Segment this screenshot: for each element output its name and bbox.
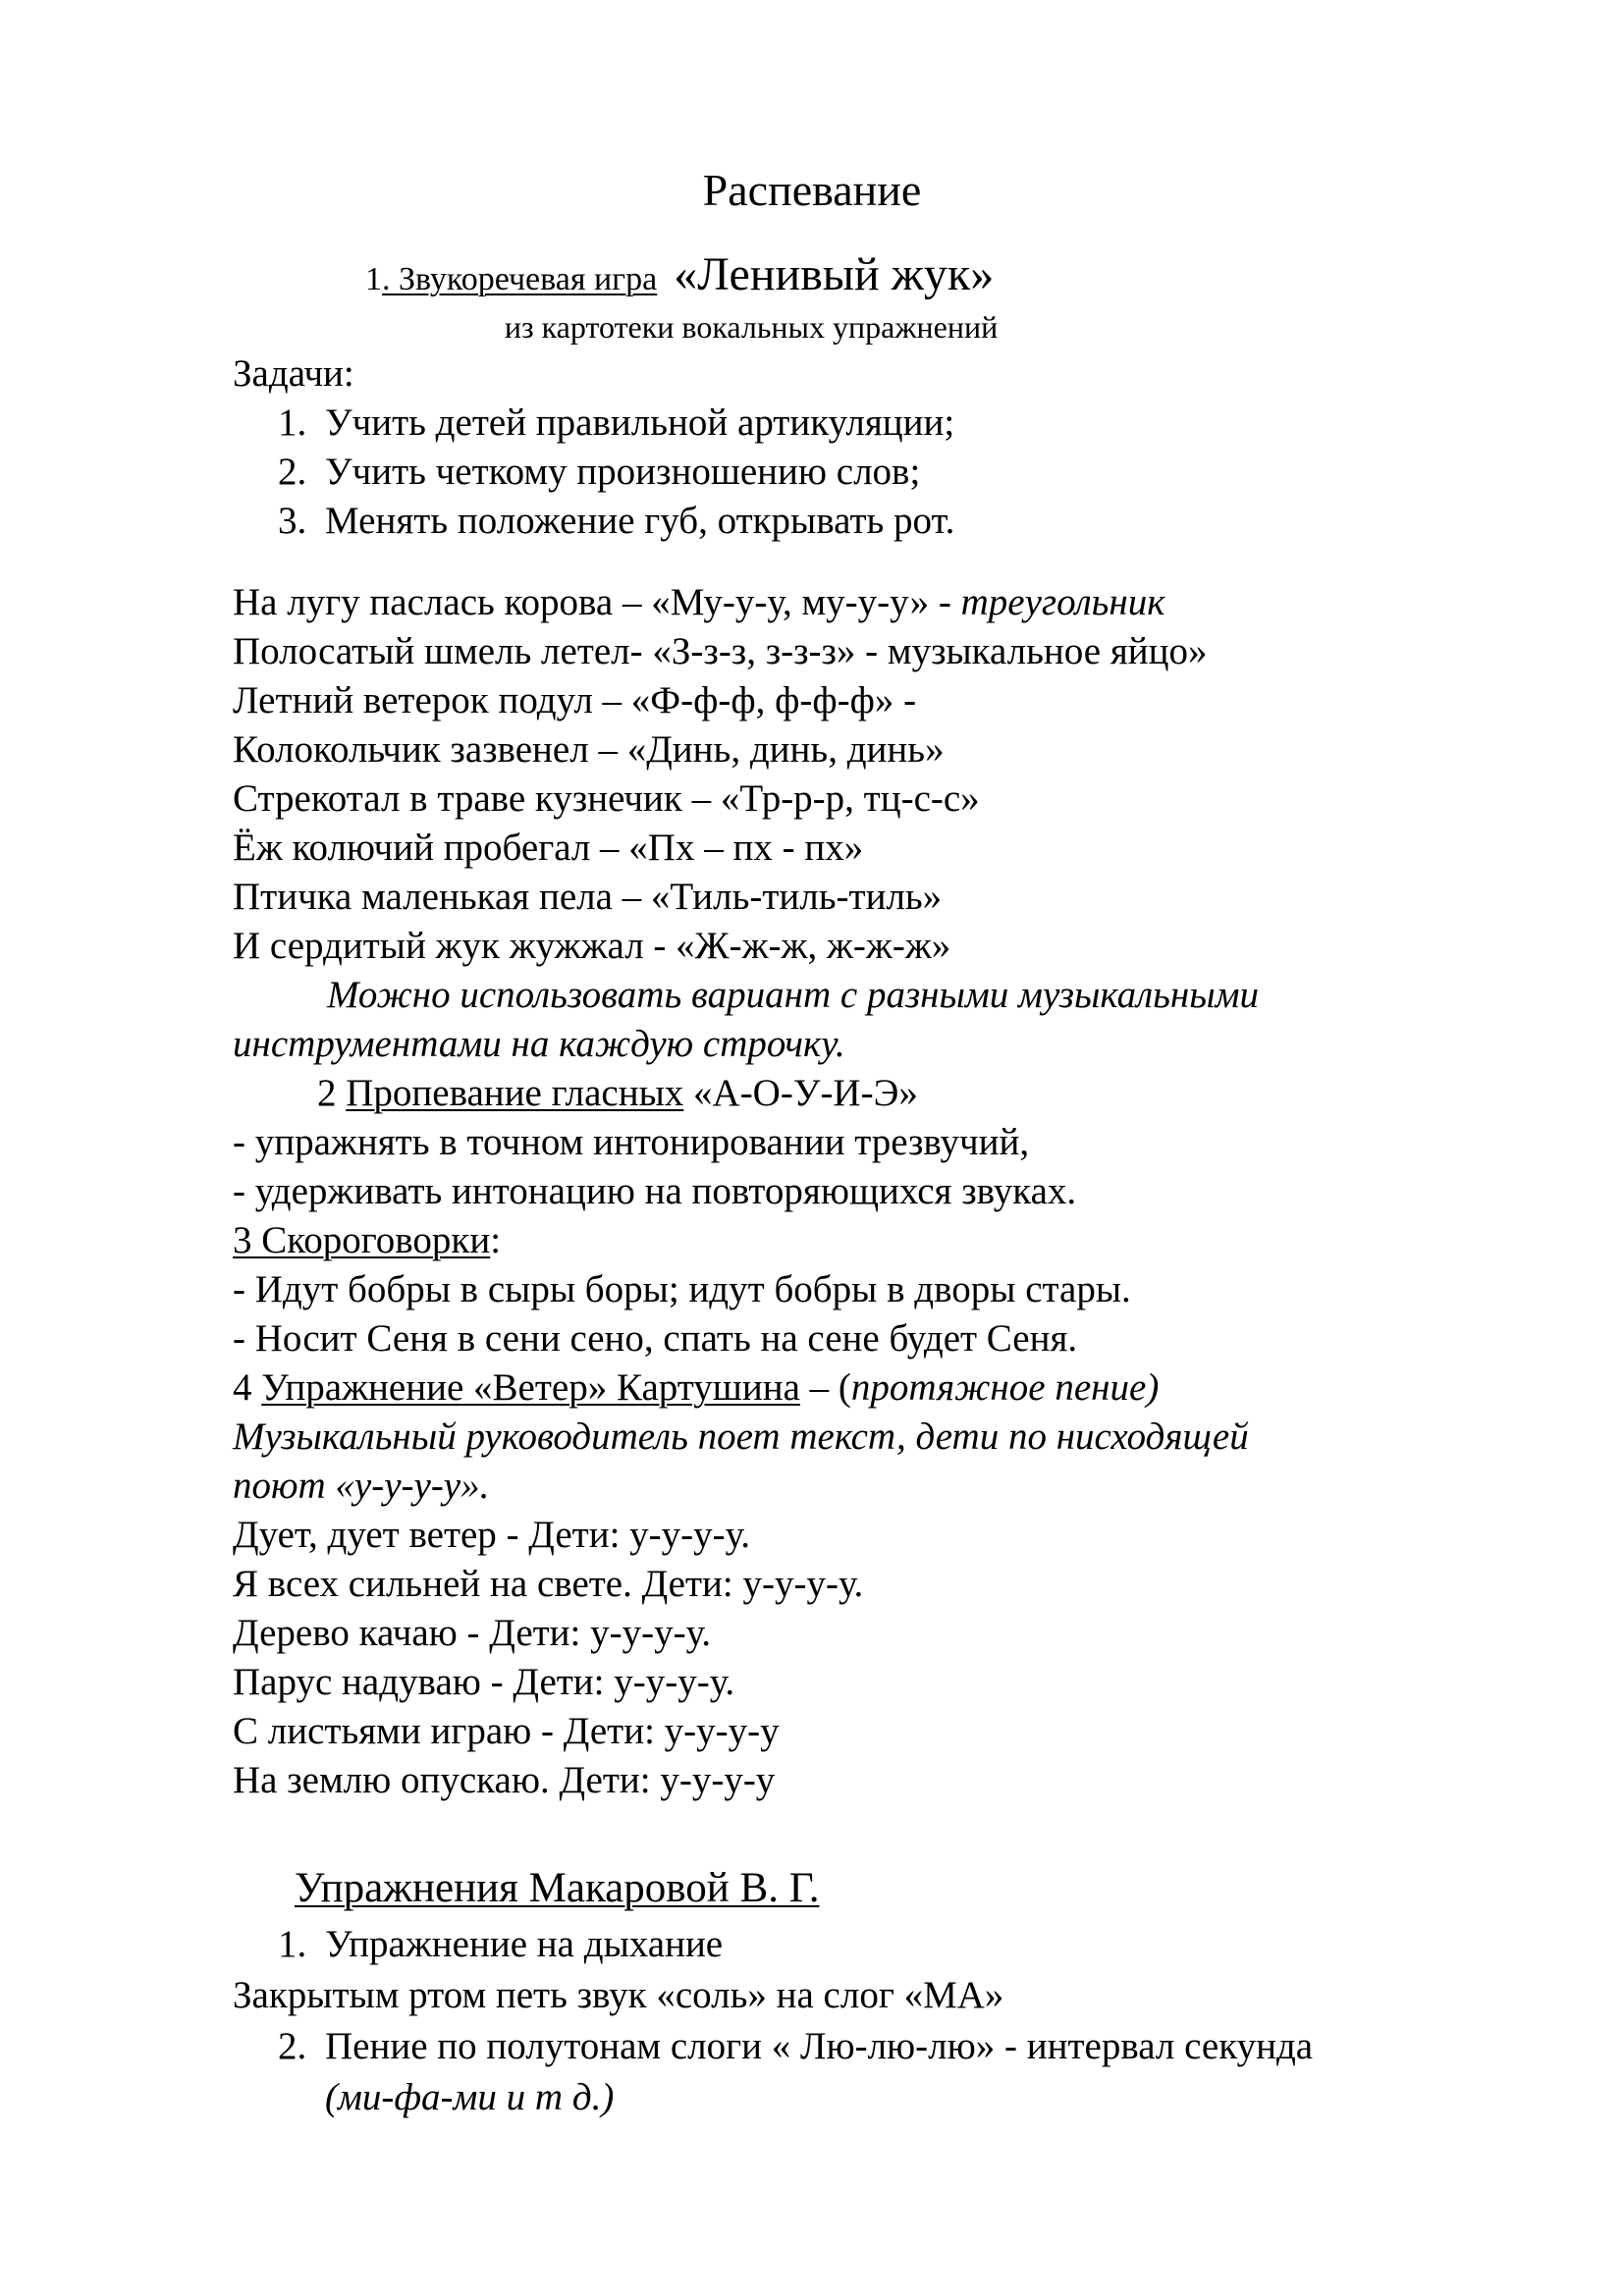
song-line: С листьями играю - Дети: у-у-у-у <box>233 1710 780 1752</box>
verse-line: Птичка маленькая пела – «Тиль-тиль-тиль» <box>233 876 943 918</box>
song-line: Я всех сильней на свете. Дети: у-у-у-у. <box>233 1563 864 1605</box>
section2-goal: - упражнять в точном интонировании трезвучий, <box>233 1121 1030 1163</box>
section1-note: Можно использовать вариант с разными музыкальными <box>327 974 1260 1016</box>
verse-line: Летний ветерок подул – «Ф-ф-ф, ф-ф-ф» - <box>233 679 917 721</box>
verse-line: Ёж колючий пробегал – «Пх – пх - пх» <box>233 827 864 869</box>
makarova-heading: Упражнения Макаровой В. Г. <box>295 1865 820 1911</box>
verse-line: Колокольчик зазвенел – «Динь, динь, динь» <box>233 728 945 771</box>
page-title: Распевание <box>702 165 922 215</box>
task-item: 3. Менять положение губ, открывать рот. <box>278 500 955 542</box>
section3-heading: 3 Скороговорки: <box>233 1219 502 1261</box>
makarova-item: 1. Упражнение на дыхание <box>278 1923 724 1965</box>
tongue-twister: - Идут бобры в сыры боры; идут бобры в дворы стары. <box>233 1268 1131 1310</box>
verse-line: И сердитый жук жужжал - «Ж-ж-ж, ж-ж-ж» <box>233 925 951 967</box>
tongue-twister: - Носит Сеня в сени сено, спать на сене будет Сеня. <box>233 1317 1078 1360</box>
makarova-item: 2. Пение по полутонам слоги « Лю-лю-лю» - интервал секунда <box>278 2025 1314 2067</box>
makarova-item-text: Закрытым ртом петь звук «соль» на слог «МА» <box>233 1974 1004 2016</box>
section1-source: из картотеки вокальных упражнений <box>504 309 999 345</box>
section1-title: . Звукоречевая игра <box>382 261 658 297</box>
task-item: 1. Учить детей правильной артикуляции; <box>278 401 955 444</box>
section1-game-name: «Ленивый жук» <box>674 248 995 300</box>
tasks-label: Задачи: <box>233 352 354 395</box>
verse-line: Полосатый шмель летел- «З-з-з, з-з-з» - музыкальное яйцо» <box>233 630 1208 672</box>
section4-heading: 4 Упражнение «Ветер» Картушина – (протяжное пение) <box>233 1366 1160 1409</box>
song-line: Дерево качаю - Дети: у-у-у-у. <box>233 1612 711 1654</box>
song-line: На землю опускаю. Дети: у-у-у-у <box>233 1759 776 1801</box>
section2-heading: 2 Пропевание гласных «А-О-У-И-Э» <box>317 1072 918 1114</box>
song-line: Дует, дует ветер - Дети: у-у-у-у. <box>233 1514 750 1556</box>
section1-note-cont: инструментами на каждую строчку. <box>233 1023 845 1065</box>
section4-instruction-cont: поют «у-у-у-у». <box>233 1465 490 1507</box>
section4-instruction: Музыкальный руководитель поет текст, дети по нисходящей <box>233 1415 1249 1458</box>
task-item: 2. Учить четкому произношению слов; <box>278 451 921 493</box>
makarova-item-note: (ми-фа-ми и т д.) <box>325 2076 615 2118</box>
section2-goal: - удерживать интонацию на повторяющихся звуках. <box>233 1170 1077 1212</box>
verse-line: На лугу паслась корова – «Му-у-у, му-у-у» - треугольник <box>233 581 1165 623</box>
verse-line: Стрекотал в траве кузнечик – «Тр-р-р, тц-с-с» <box>233 777 980 820</box>
song-line: Парус надуваю - Дети: у-у-у-у. <box>233 1661 735 1703</box>
section1-number: 1 <box>365 261 382 297</box>
section1-heading <box>365 250 994 304</box>
